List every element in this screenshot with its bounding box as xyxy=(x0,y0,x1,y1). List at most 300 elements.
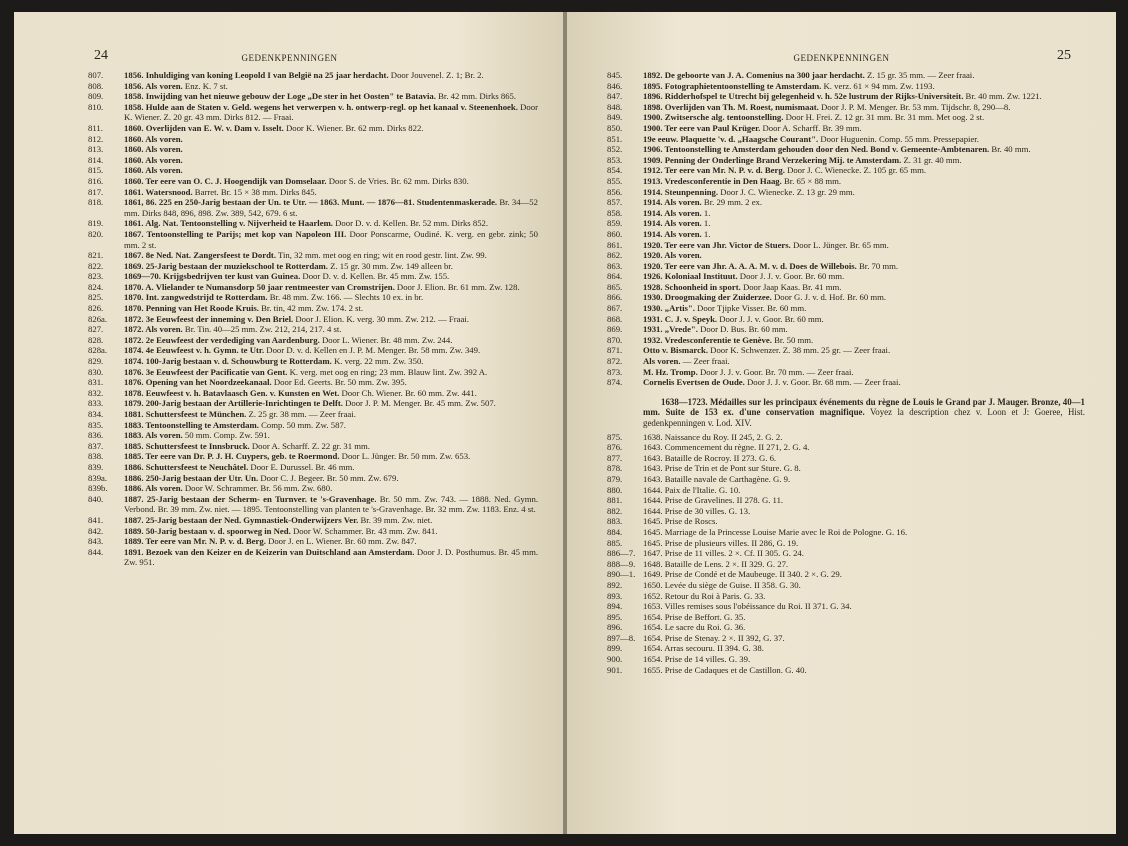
entry-title: 1876. 3e Eeuwfeest der Pacificatie van Gent. xyxy=(124,366,288,377)
entry-number: 828. xyxy=(88,334,104,345)
entry-text xyxy=(124,356,538,367)
entry-number: 851. xyxy=(607,133,623,144)
running-head: GEDENKPENNINGEN xyxy=(793,53,890,63)
entry-title: 1860. Ter eere van O. C. J. Hoogendijk van Domselaar. xyxy=(124,175,327,186)
catalogue-entry xyxy=(607,229,1085,240)
entry-number: 860. xyxy=(607,228,623,239)
entry-text xyxy=(643,250,1085,261)
entry-number: 839a. xyxy=(88,472,108,483)
entry-details: Door C. J. Begeer. Br. 50 mm. Zw. 679. xyxy=(258,472,399,483)
catalogue-entry xyxy=(607,187,1085,198)
catalogue-entry xyxy=(607,292,1085,303)
entry-list xyxy=(607,70,1085,388)
entry-details: Door W. Schrammer. Br. 56 mm. Zw. 680. xyxy=(182,483,333,494)
catalogue-entry xyxy=(607,559,1085,570)
entry-title: 1860. Overlijden van E. W. v. Dam v. Isselt. xyxy=(124,122,284,133)
entry-number: 861. xyxy=(607,239,623,250)
entry-number: 884. xyxy=(607,526,623,537)
entry-number: 883. xyxy=(607,516,623,527)
entry-text: 1643. Prise de Trin et de Pont sur Sture. G. 8. xyxy=(643,463,801,474)
catalogue-entry xyxy=(607,622,1085,633)
catalogue-entry xyxy=(607,516,1085,527)
entry-number: 812. xyxy=(88,133,104,144)
entry-text xyxy=(124,367,538,378)
catalogue-entry xyxy=(88,367,538,378)
entry-number: 901. xyxy=(607,664,623,675)
entry-number: 878. xyxy=(607,463,623,474)
entry-title: 1931. „Vrede". xyxy=(643,324,698,335)
entry-details: Door Ch. Wiener. Br. 60 mm. Zw. 441. xyxy=(339,387,477,398)
entry-text xyxy=(124,335,538,346)
entry-number: 888—9. xyxy=(607,558,636,569)
entry-number: 853. xyxy=(607,154,623,165)
entry-title: 1858. Hulde aan de Staten v. Geld. wegens het verwerpen v. h. ontwerp-regl. op het kanaal v. Steenenhoek. xyxy=(124,101,518,112)
entry-title: 1856. Als voren. xyxy=(124,80,183,91)
entry-details: Door Jouvenel. Z. 1; Br. 2. xyxy=(388,70,484,80)
entry-details: Br. 29 mm. 2 ex. xyxy=(701,197,763,208)
entry-details: Door L. Wiener. Br. 48 mm. Zw. 244. xyxy=(319,334,453,345)
entry-number: 890—1. xyxy=(607,569,636,580)
catalogue-entry xyxy=(607,548,1085,559)
entry-title: 1876. Opening van het Noordzeekanaal. xyxy=(124,377,272,388)
entry-text: 1643. Bataille de Rocroy. II 273. G. 6. xyxy=(643,452,777,463)
entry-details: Door J. P. M. Menger. Br. 53 mm. Tijdschr. 8, 290—8. xyxy=(818,101,1011,112)
entry-text xyxy=(124,473,538,484)
entry-number: 834. xyxy=(88,409,104,419)
entry-text xyxy=(124,515,538,526)
entry-number: 896. xyxy=(607,622,623,633)
entry-text: 1645. Prise de Roscs. xyxy=(643,516,718,527)
entry-text: 1643. Bataille navale de Carthagène. G. 9. xyxy=(643,473,791,484)
catalogue-entry xyxy=(88,345,538,356)
entry-number: 837. xyxy=(88,440,104,451)
entry-number: 839b. xyxy=(88,483,108,494)
catalogue-entry xyxy=(607,324,1085,335)
entry-text xyxy=(124,430,538,441)
catalogue-entry xyxy=(88,388,538,399)
entry-text: 1649. Prise de Condé et de Maubeuge. II 340. 2 ×. G. 29. xyxy=(643,569,842,580)
entry-details: K. verg. met oog en ring; 23 mm. Blauw lint. Zw. 392 A. xyxy=(287,366,488,377)
catalogue-entry xyxy=(607,527,1085,538)
entry-title: 1861, 86. 225 en 250-Jarig bestaan der Un. te Utr. — 1863. Munt. — 1876—81. Studentenmaskerade. xyxy=(124,197,498,208)
catalogue-entry xyxy=(88,335,538,346)
entry-title: 1900. Zwitsersche alg. tentoonstelling. xyxy=(643,112,784,123)
catalogue-entry xyxy=(88,144,538,155)
entry-title: 1874. 100-Jarig bestaan v. d. Schouwburg te Rotterdam. xyxy=(124,356,332,367)
entry-details: Door L. Jünger. Br. 65 mm. xyxy=(790,239,889,250)
entry-text xyxy=(643,102,1085,113)
entry-text xyxy=(124,451,538,462)
entry-number: 832. xyxy=(88,387,104,398)
entry-text xyxy=(124,282,538,293)
entry-details: Door Ed. Geerts. Br. 50 mm. Zw. 395. xyxy=(271,377,407,388)
entry-title: 1912. Ter eere van Mr. N. P. v. d. Berg. xyxy=(643,165,785,176)
entry-details: Door D. v. d. Kellen. Br. 52 mm. Dirks 852. xyxy=(332,218,489,229)
entry-title: 1869—70. Krijgsbedrijven ter kust van Guinea. xyxy=(124,271,301,282)
catalogue-entry xyxy=(607,282,1085,293)
entry-text xyxy=(124,134,538,145)
entry-number: 900. xyxy=(607,654,623,665)
catalogue-entry xyxy=(607,643,1085,654)
entry-details: Br. 50 mm. Zw. 743. — 1888. Ned. Gymn. Verbond. Br. 39 mm. Zw. niet. — 1895. Tentoonstelling van planten te 's-Gravenhage. Br. 32 mm. Zw. 1183. Enz. 4 st. xyxy=(124,493,538,515)
entry-text xyxy=(124,218,538,229)
entry-number: 816. xyxy=(88,175,104,186)
entry-details: Door J. P. M. Menger. Br. 45 mm. Zw. 507. xyxy=(342,398,496,409)
entry-number: 867. xyxy=(607,303,623,314)
entry-number: 879. xyxy=(607,473,623,484)
entry-text xyxy=(124,314,538,325)
entry-number: 847. xyxy=(607,91,623,102)
entry-number: 845. xyxy=(607,70,623,80)
catalogue-entry xyxy=(607,345,1085,356)
catalogue-entry xyxy=(607,612,1085,623)
entry-number: 814. xyxy=(88,154,104,165)
entry-text xyxy=(124,176,538,187)
entry-text: 1654. Prise de Beffort. G. 35. xyxy=(643,611,746,622)
entry-text xyxy=(124,144,538,155)
catalogue-entry xyxy=(88,282,538,293)
entry-text xyxy=(643,112,1085,123)
entry-details: Z. 25 gr. 38 mm. — Zeer fraai. xyxy=(246,409,356,419)
entry-number: 856. xyxy=(607,186,623,197)
entry-number: 855. xyxy=(607,175,623,186)
entry-title: 1861. Watersnood. xyxy=(124,186,193,197)
entry-details: Door Huguenin. Comp. 55 mm. Pressepapier. xyxy=(818,133,979,144)
entry-details: Br. 40 mm. xyxy=(989,144,1031,155)
catalogue-entry xyxy=(607,303,1085,314)
intro-text: Voyez la description chez v. Loon et J: Goeree, Hist. gedenkpenningen v. Lod. XIV. xyxy=(643,407,1085,428)
catalogue-entry xyxy=(88,102,538,123)
entry-details: Enz. K. 7 st. xyxy=(182,80,228,91)
entry-details: Door L. Jünger. Br. 50 mm. Zw. 653. xyxy=(339,451,471,462)
catalogue-entry xyxy=(88,420,538,431)
catalogue-entry xyxy=(88,229,538,250)
entry-number: 833. xyxy=(88,398,104,409)
entry-title: 1872. Als voren. xyxy=(124,324,183,335)
catalogue-entry xyxy=(88,462,538,473)
entry-title: 1886. Als voren. xyxy=(124,483,183,494)
entry-title: Als voren. xyxy=(643,356,681,367)
entry-details: Door J. en L. Wiener. Br. 60 mm. Zw. 847. xyxy=(265,536,417,547)
entry-text xyxy=(643,134,1085,145)
entry-list-medals xyxy=(607,432,1085,676)
entry-details: Barret. Br. 15 × 38 mm. Dirks 845. xyxy=(192,186,317,197)
entry-details: Door K. Schwenzer. Z. 38 mm. 25 gr. — Zeer fraai. xyxy=(708,345,891,356)
catalogue-entry xyxy=(88,430,538,441)
entry-text xyxy=(643,282,1085,293)
entry-text: 1645. Marriage de la Princesse Louise Marie avec le Roi de Pologne. G. 16. xyxy=(643,526,908,537)
catalogue-entry xyxy=(88,494,538,515)
entry-text xyxy=(643,81,1085,92)
entry-details: Br. Tin. 40—25 mm. Zw. 212, 214, 217. 4 st. xyxy=(182,324,342,335)
entry-text: 1650. Levée du siège de Guise. II 358. G. 30. xyxy=(643,579,801,590)
catalogue-entry xyxy=(607,197,1085,208)
catalogue-entry xyxy=(88,536,538,547)
entry-text xyxy=(643,271,1085,282)
catalogue-entry xyxy=(607,591,1085,602)
entry-title: 1870. Penning van Het Roode Kruis. xyxy=(124,303,259,314)
entry-title: 1889. Ter eere van Mr. N. P. v. d. Berg. xyxy=(124,536,266,547)
entry-text xyxy=(643,367,1085,378)
catalogue-entry xyxy=(88,261,538,272)
entry-text xyxy=(643,187,1085,198)
entry-text: 1638. Naissance du Roy. II 245, 2. G. 2. xyxy=(643,431,783,442)
entry-title: 1930. Droogmaking der Zuiderzee. xyxy=(643,292,772,303)
entry-text xyxy=(124,324,538,335)
entry-details: Door Ponscarme, Oudiné. K. verg. en gebr. zink; 50 mm. 2 st. xyxy=(124,228,538,250)
catalogue-entry xyxy=(607,271,1085,282)
entry-details: Door A. Scharff. Z. 22 gr. 31 mm. xyxy=(249,440,370,451)
catalogue-entry xyxy=(88,91,538,102)
entry-number: 862. xyxy=(607,250,623,261)
catalogue-entry xyxy=(607,155,1085,166)
entry-text xyxy=(643,303,1085,314)
entry-text xyxy=(643,218,1085,229)
catalogue-entry xyxy=(607,335,1085,346)
entry-text: 1652. Retour du Roi à Paris. G. 33. xyxy=(643,590,766,601)
entry-title: 1932. Vredesconferentie te Genève. xyxy=(643,334,772,345)
entry-text xyxy=(643,314,1085,325)
catalogue-entry xyxy=(88,176,538,187)
intro-title: 1638—1723. Médailles sur les principaux événements du règne de Louis le Grand par J. Mauger. Bronze, 40—1 mm. Suite de 153 ex. d'une conservation magnifique. xyxy=(643,396,1085,418)
entry-title: 1870. A. Vlielander te Numansdorp 50 jaar rentmeester van Cromstrijen. xyxy=(124,281,395,292)
entry-text: 1654. Arras secouru. II 394. G. 38. xyxy=(643,643,764,654)
catalogue-entry xyxy=(88,377,538,388)
entry-text: 1653. Villes remises sous l'obéissance du Roi. II 371. G. 34. xyxy=(643,601,852,612)
entry-text: 1645. Prise de plusieurs villes. II 286, G. 19. xyxy=(643,537,799,548)
entry-details: Br. tin, 42 mm. Zw. 174. 2 st. xyxy=(258,303,364,314)
entry-text xyxy=(124,494,538,515)
entry-title: 1895. Fotographietentoonstelling te Amsterdam. xyxy=(643,80,822,91)
entry-details: Door D. v. d. Kellen en J. P. M. Menger. Br. 58 mm. Zw. 349. xyxy=(264,345,481,356)
entry-details: Br. 50 mm. xyxy=(771,334,814,345)
catalogue-entry xyxy=(607,367,1085,378)
entry-title: 1860. Als voren. xyxy=(124,133,183,144)
entry-details: Z. 15 gr. 30 mm. Zw. 149 alleen br. xyxy=(327,260,453,271)
entry-details: 1. xyxy=(701,207,711,218)
entry-text xyxy=(643,123,1085,134)
entry-title: 1892. De geboorte van J. A. Comenius na 300 jaar herdacht. xyxy=(643,70,865,80)
entry-title: 1920. Ter eere van Jhr. Victor de Stuers. xyxy=(643,239,791,250)
catalogue-entry xyxy=(607,81,1085,92)
entry-number: 871. xyxy=(607,345,623,356)
entry-details: — Zeer fraai. xyxy=(680,356,730,367)
catalogue-entry xyxy=(607,112,1085,123)
entry-title: 1885. Schuttersfeest te Innsbruck. xyxy=(124,440,250,451)
entry-title: 1914. Als voren. xyxy=(643,207,702,218)
entry-text xyxy=(124,70,538,81)
entry-title: 1872. 2e Eeuwfeest der verdediging van Aardenburg. xyxy=(124,334,320,345)
entry-number: 863. xyxy=(607,260,623,271)
entry-text xyxy=(124,165,538,176)
entry-number: 876. xyxy=(607,442,623,453)
entry-details: 50 mm. Comp. Zw. 591. xyxy=(182,430,270,441)
entry-text xyxy=(124,398,538,409)
entry-title: M. Hz. Tromp. xyxy=(643,366,698,377)
entry-title: 1874. 4e Eeuwfeest v. h. Gymn. te Utr. xyxy=(124,345,265,356)
entry-details: Br. 48 mm. Zw. 166. — Slechts 10 ex. in br. xyxy=(267,292,424,303)
entry-number: 882. xyxy=(607,505,623,516)
entry-number: 848. xyxy=(607,101,623,112)
entry-number: 894. xyxy=(607,601,623,612)
catalogue-entry xyxy=(88,123,538,134)
entry-title: 1878. Eeuwfeest v. h. Batavlaasch Gen. v. Kunsten en Wet. xyxy=(124,387,340,398)
entry-text xyxy=(643,91,1085,102)
entry-number: 859. xyxy=(607,218,623,229)
entry-details: Door Jaap Kaas. Br. 41 mm. xyxy=(740,281,842,292)
entry-details: Door K. Wiener. Z. 20 gr. 43 mm. Dirks 812. — Fraai. xyxy=(124,101,538,123)
entry-title: 1867. Tentoonstelling te Parijs; met kop van Napoleon III. xyxy=(124,228,347,239)
entry-number: 807. xyxy=(88,70,104,80)
catalogue-entry xyxy=(88,218,538,229)
catalogue-entry xyxy=(607,601,1085,612)
catalogue-entry xyxy=(88,134,538,145)
entry-number: 895. xyxy=(607,611,623,622)
entry-number: 897—8. xyxy=(607,632,636,643)
entry-text: 1655. Prise de Cadaques et de Castillon. G. 40. xyxy=(643,664,807,675)
entry-number: 815. xyxy=(88,165,104,176)
entry-text xyxy=(124,420,538,431)
entry-details: 1. xyxy=(701,218,711,229)
entry-text xyxy=(124,187,538,198)
entry-text xyxy=(643,335,1085,346)
entry-text xyxy=(643,155,1085,166)
catalogue-entry xyxy=(88,250,538,261)
catalogue-entry xyxy=(88,409,538,420)
entry-title: 1872. 3e Eeuwfeest der inneming v. Den Briel. xyxy=(124,313,294,324)
catalogue-entry xyxy=(88,483,538,494)
entry-number: 893. xyxy=(607,590,623,601)
entry-text xyxy=(643,208,1085,219)
entry-number: 829. xyxy=(88,356,104,367)
entry-number: 885. xyxy=(607,537,623,548)
catalogue-entry xyxy=(607,240,1085,251)
entry-text xyxy=(124,292,538,303)
entry-number: 843. xyxy=(88,536,104,547)
entry-details: Door D. Bus. Br. 60 mm. xyxy=(697,324,788,335)
entry-details: Door K. Wiener. Br. 62 mm. Dirks 822. xyxy=(283,122,424,133)
entry-text xyxy=(124,91,538,102)
entry-text xyxy=(124,261,538,272)
entry-title: Cornelis Evertsen de Oude. xyxy=(643,377,745,388)
entry-text xyxy=(124,155,538,166)
entry-title: 1926. Koloniaal Instituut. xyxy=(643,271,738,282)
entry-text xyxy=(124,303,538,314)
entry-text xyxy=(124,441,538,452)
entry-text xyxy=(124,271,538,282)
entry-details: Door J. J. v. Goor. Br. 68 mm. — Zeer fraai. xyxy=(744,377,901,388)
entry-details: Door W. Schammer. Br. 43 mm. Zw. 841. xyxy=(290,525,438,536)
entry-details: Door E. Durussel. Br. 46 mm. xyxy=(248,461,355,472)
entry-text xyxy=(124,81,538,92)
entry-details: Door J. J. v. Goor. Br. 70 mm. — Zeer fraai. xyxy=(697,366,854,377)
entry-title: 1920. Ter eere van Jhr. A. A. A. M. v. d. Does de Willebois. xyxy=(643,260,857,271)
entry-number: 822. xyxy=(88,260,104,271)
entry-title: 1896. Ridderhofspel te Utrecht bij gelegenheid v. h. 52e lustrum der Rijks-Universiteit. xyxy=(643,91,964,102)
catalogue-entry xyxy=(607,102,1085,113)
catalogue-entry xyxy=(607,654,1085,665)
section-intro xyxy=(643,397,1085,429)
entry-title: 1860. Als voren. xyxy=(124,144,183,155)
entry-number: 874. xyxy=(607,377,623,388)
catalogue-entry xyxy=(88,515,538,526)
entry-title: 1931. C. J. v. Speyk. xyxy=(643,313,718,324)
entry-title: 1869. 25-Jarig bestaan der muziekschool te Rotterdam. xyxy=(124,260,328,271)
entry-number: 810. xyxy=(88,101,104,112)
entry-text xyxy=(643,197,1085,208)
entry-details: Z. 15 gr. 35 mm. — Zeer fraai. xyxy=(864,70,975,80)
entry-number: 877. xyxy=(607,452,623,463)
catalogue-entry xyxy=(88,473,538,484)
entry-number: 840. xyxy=(88,493,104,504)
entry-number: 875. xyxy=(607,431,623,442)
entry-text xyxy=(643,324,1085,335)
entry-text xyxy=(643,356,1085,367)
entry-details: Br. 70 mm. xyxy=(856,260,899,271)
catalogue-entry xyxy=(607,495,1085,506)
entry-number: 866. xyxy=(607,292,623,303)
entry-number: 870. xyxy=(607,334,623,345)
entry-title: 1898. Overlijden van Th. M. Roest, numismaat. xyxy=(643,101,819,112)
entry-text xyxy=(643,165,1085,176)
entry-details: Door J. D. Posthumus. Br. 45 mm. Zw. 951. xyxy=(124,546,538,568)
catalogue-entry xyxy=(607,261,1085,272)
entry-details: Door J. C. Wienecke. Z. 105 gr. 65 mm. xyxy=(784,165,927,176)
entry-text xyxy=(124,388,538,399)
entry-title: 1930. „Artis". xyxy=(643,303,695,314)
entry-details: Door J. J. v. Goor. Br. 60 mm. xyxy=(717,313,824,324)
catalogue-entry xyxy=(88,70,538,81)
catalogue-entry xyxy=(88,398,538,409)
entry-title: 1914. Als voren. xyxy=(643,197,702,208)
catalogue-entry xyxy=(607,432,1085,443)
entry-title: 1906. Tentoonstelling te Amsterdam gehouden door den Ned. Bond v. Gemeente-Ambtenaren. xyxy=(643,144,990,155)
entry-title: 1881. Schuttersfeest te München. xyxy=(124,409,247,419)
catalogue-entry xyxy=(88,324,538,335)
catalogue-entry xyxy=(607,665,1085,676)
entry-details: Z. 31 gr. 40 mm. xyxy=(901,154,962,165)
catalogue-entry xyxy=(607,250,1085,261)
entry-number: 869. xyxy=(607,324,623,335)
catalogue-entry xyxy=(88,271,538,282)
entry-number: 872. xyxy=(607,356,623,367)
entry-details: Door J. J. v. Goor. Br. 60 mm. xyxy=(737,271,845,282)
entry-title: 1886. Schuttersfeest te Neuchâtel. xyxy=(124,461,249,472)
catalogue-entry xyxy=(607,485,1085,496)
entry-text xyxy=(643,377,1085,388)
catalogue-entry xyxy=(88,314,538,325)
entry-title: 1858. Inwijding van het nieuwe gebouw der Loge „De ster in het Oosten" te Batavia. xyxy=(124,91,436,102)
right-page xyxy=(567,12,1116,834)
entry-text xyxy=(124,345,538,356)
entry-text xyxy=(124,409,538,420)
entry-number: 817. xyxy=(88,186,104,197)
entry-text: 1648. Bataille de Lens. 2 ×. II 329. G. 27. xyxy=(643,558,789,569)
entry-title: 1914. Als voren. xyxy=(643,228,702,239)
entry-number: 825. xyxy=(88,292,104,303)
entry-title: Otto v. Bismarck. xyxy=(643,345,708,356)
entry-text: 1644. Prise de Gravelines. II 278. G. 11. xyxy=(643,495,784,506)
entry-text xyxy=(643,292,1085,303)
entry-title: 1883. Tentoonstelling te Amsterdam. xyxy=(124,419,259,430)
entry-title: 1909. Penning der Onderlinge Brand Verzekering Mij. te Amsterdam. xyxy=(643,154,902,165)
entry-text: 1644. Prise de 30 villes. G. 13. xyxy=(643,505,751,516)
entry-text xyxy=(124,123,538,134)
entry-text xyxy=(643,144,1085,155)
entry-title: 1914. Steunpenning. xyxy=(643,186,719,197)
entry-title: 1879. 200-Jarig bestaan der Artillerie-Inrichtingen te Delft. xyxy=(124,398,343,409)
catalogue-entry xyxy=(88,441,538,452)
